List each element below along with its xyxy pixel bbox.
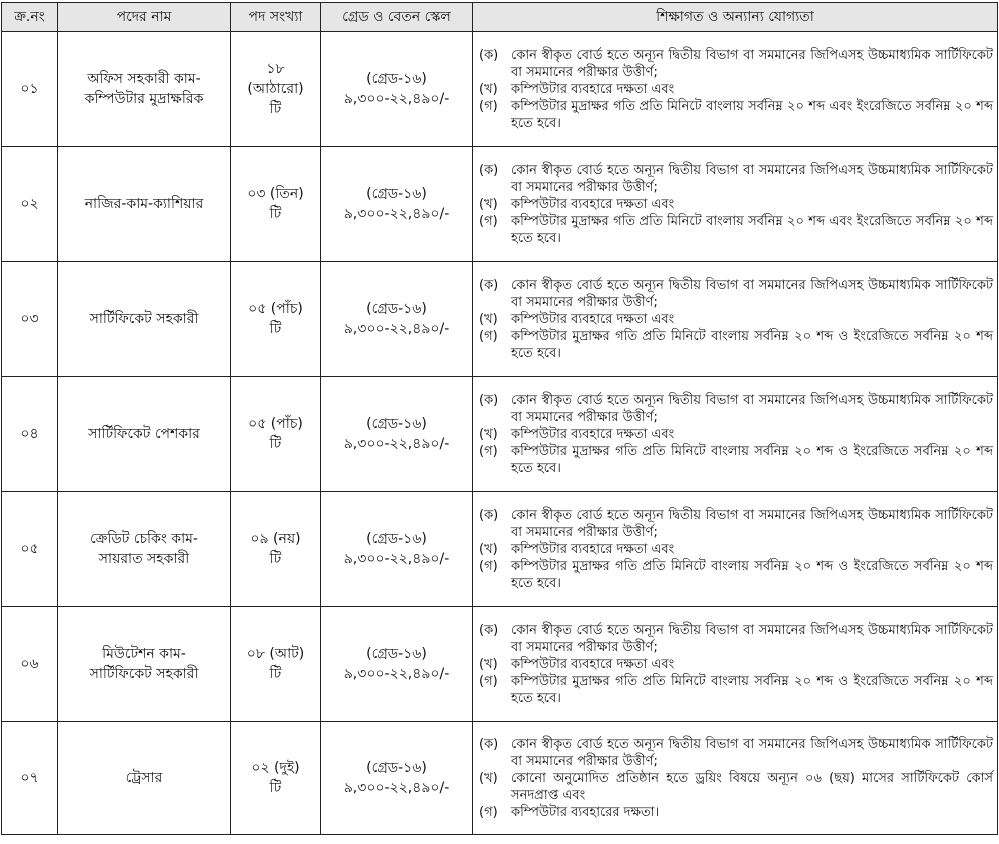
qualification-text: কম্পিউটার ব্যবহারে দক্ষতা এবং	[511, 656, 675, 672]
header-serial: ক্র.নং	[2, 3, 58, 32]
qualification-text: কোন স্বীকৃত বোর্ড হতে অন্যূন দ্বিতীয় বিভাগ বা সমমানের জিপিএসহ উচ্চমাধ্যমিক সার্টিফিকেট বা সমমানের পরীক্ষার উত্তীর্ণ;	[511, 47, 993, 80]
qualification-item	[479, 98, 993, 132]
qualification-label: (খ)	[479, 426, 498, 442]
qualification-label: (গ)	[479, 673, 498, 689]
qualification-item	[479, 656, 993, 673]
serial-cell: ০৫	[2, 492, 58, 607]
qualification-text: কম্পিউটার ব্যবহারে দক্ষতা এবং	[511, 196, 675, 212]
qualification-item	[479, 507, 993, 541]
qualification-item	[479, 426, 993, 443]
post-name-cell: মিউটেশন কাম-সার্টিফিকেট সহকারী	[58, 607, 231, 722]
qualification-cell	[473, 492, 998, 607]
header-post-count: পদ সংখ্যা	[231, 3, 321, 32]
qualification-label: (ক)	[479, 392, 499, 408]
qualification-cell	[473, 607, 998, 722]
qualification-label: (খ)	[479, 541, 498, 557]
grade-cell: (গ্রেড-১৬) ৯,৩০০-২২,৪৯০/-	[321, 607, 473, 722]
qualification-item	[479, 392, 993, 426]
qualification-label: (গ)	[479, 213, 498, 229]
table-row	[2, 147, 998, 262]
grade-cell: (গ্রেড-১৬) ৯,৩০০-২২,৪৯০/-	[321, 262, 473, 377]
table-row	[2, 32, 998, 147]
table-row	[2, 607, 998, 722]
post-name-cell: সার্টিফিকেট সহকারী	[58, 262, 231, 377]
table-row	[2, 492, 998, 607]
post-count-cell: ০৫ (পাঁচ) টি	[231, 377, 321, 492]
qualification-item	[479, 541, 993, 558]
job-vacancy-table	[1, 2, 998, 835]
qualification-item	[479, 770, 993, 804]
header-qualifications: শিক্ষাগত ও অন্যান্য যোগ্যতা	[473, 3, 998, 32]
qualification-cell	[473, 722, 998, 835]
qualification-text: কোন স্বীকৃত বোর্ড হতে অন্যূন দ্বিতীয় বিভাগ বা সমমানের জিপিএসহ উচ্চমাধ্যমিক সার্টিফিকেট বা সমমানের পরীক্ষার উত্তীর্ণ;	[511, 392, 993, 425]
qualification-label: (ক)	[479, 47, 499, 63]
qualification-item	[479, 622, 993, 656]
qualification-cell	[473, 147, 998, 262]
serial-cell: ০৭	[2, 722, 58, 835]
qualification-item	[479, 196, 993, 213]
qualification-label: (খ)	[479, 656, 498, 672]
qualification-text: কম্পিউটার মুদ্রাক্ষর গতি প্রতি মিনিটে বাংলায় সর্বনিম্ন ২০ শব্দ ও ইংরেজিতে সর্বনিম্ন ২০ শব্দ হতে হবে।	[511, 328, 993, 361]
qualification-label: (গ)	[479, 804, 498, 820]
serial-cell: ০৪	[2, 377, 58, 492]
qualification-item	[479, 558, 993, 592]
qualification-item	[479, 311, 993, 328]
qualification-label: (খ)	[479, 196, 498, 212]
serial-cell: ০৬	[2, 607, 58, 722]
post-count-cell: ১৮ (আঠারো) টি	[231, 32, 321, 147]
qualification-item	[479, 213, 993, 247]
post-count-cell: ০৮ (আট) টি	[231, 607, 321, 722]
post-name-cell: ট্রেসার	[58, 722, 231, 835]
qualification-text: কোনো অনুমোদিত প্রতিষ্ঠান হতে ড্রয়িং বিষয়ে অন্যূন ০৬ (ছয়) মাসের সার্টিফিকেট কোর্স সনদপ্রাপ্ত এবং	[511, 770, 993, 803]
qualification-label: (ক)	[479, 622, 499, 638]
qualification-item	[479, 673, 993, 707]
post-count-cell: ০৩ (তিন) টি	[231, 147, 321, 262]
qualification-text: কোন স্বীকৃত বোর্ড হতে অন্যূন দ্বিতীয় বিভাগ বা সমমানের জিপিএসহ উচ্চমাধ্যমিক সার্টিফিকেট বা সমমানের পরীক্ষার উত্তীর্ণ;	[511, 162, 993, 195]
qualification-cell	[473, 262, 998, 377]
qualification-item	[479, 47, 993, 81]
qualification-label: (খ)	[479, 311, 498, 327]
qualification-text: কোন স্বীকৃত বোর্ড হতে অন্যূন দ্বিতীয় বিভাগ বা সমমানের জিপিএসহ উচ্চমাধ্যমিক সার্টিফিকেট বা সমমানের পরীক্ষার উত্তীর্ণ;	[511, 507, 993, 540]
serial-cell: ০১	[2, 32, 58, 147]
qualification-text: কম্পিউটার ব্যবহারের দক্ষতা।	[511, 804, 660, 820]
qualification-item	[479, 277, 993, 311]
qualification-text: কোন স্বীকৃত বোর্ড হতে অন্যূন দ্বিতীয় বিভাগ বা সমমানের জিপিএসহ উচ্চমাধ্যমিক সার্টিফিকেট বা সমমানের পরীক্ষার উত্তীর্ণ;	[511, 736, 993, 769]
qualification-item	[479, 81, 993, 98]
table-header-row	[2, 3, 998, 32]
header-grade-scale: গ্রেড ও বেতন স্কেল	[321, 3, 473, 32]
qualification-text: কম্পিউটার ব্যবহারে দক্ষতা এবং	[511, 426, 675, 442]
qualification-item	[479, 804, 993, 821]
qualification-label: (ক)	[479, 507, 499, 523]
post-name-cell: নাজির-কাম-ক্যাশিয়ার	[58, 147, 231, 262]
qualification-label: (ক)	[479, 736, 499, 752]
qualification-label: (গ)	[479, 443, 498, 459]
qualification-label: (গ)	[479, 328, 498, 344]
qualification-item	[479, 443, 993, 477]
table-row	[2, 377, 998, 492]
grade-cell: (গ্রেড-১৬) ৯,৩০০-২২,৪৯০/-	[321, 147, 473, 262]
qualification-label: (গ)	[479, 558, 498, 574]
qualification-label: (ক)	[479, 277, 499, 293]
post-name-cell: সার্টিফিকেট পেশকার	[58, 377, 231, 492]
qualification-text: কম্পিউটার ব্যবহারে দক্ষতা এবং	[511, 541, 675, 557]
qualification-text: কম্পিউটার মুদ্রাক্ষর গতি প্রতি মিনিটে বাংলায় সর্বনিম্ন ২০ শব্দ এবং ইংরেজিতে সর্বনিম্ন ২০ শব্দ হতে হবে।	[511, 213, 993, 246]
qualification-label: (খ)	[479, 770, 498, 786]
qualification-label: (ক)	[479, 162, 499, 178]
qualification-text: কম্পিউটার মুদ্রাক্ষর গতি প্রতি মিনিটে বাংলায় সর্বনিম্ন ২০ শব্দ ও ইংরেজিতে সর্বনিম্ন ২০ শব্দ হতে হবে।	[511, 673, 993, 706]
post-count-cell: ০২ (দুই) টি	[231, 722, 321, 835]
qualification-label: (খ)	[479, 81, 498, 97]
qualification-label: (গ)	[479, 98, 498, 114]
qualification-item	[479, 736, 993, 770]
post-name-cell: ক্রেডিট চেকিং কাম-সায়রাত সহকারী	[58, 492, 231, 607]
qualification-text: কম্পিউটার মুদ্রাক্ষর গতি প্রতি মিনিটে বাংলায় সর্বনিম্ন ২০ শব্দ এবং ইংরেজিতে সর্বনিম্ন ২০ শব্দ হতে হবে।	[511, 98, 993, 131]
qualification-text: কম্পিউটার ব্যবহারে দক্ষতা এবং	[511, 311, 675, 327]
post-name-cell: অফিস সহকারী কাম-কম্পিউটার মুদ্রাক্ষরিক	[58, 32, 231, 147]
post-count-cell: ০৯ (নয়) টি	[231, 492, 321, 607]
serial-cell: ০২	[2, 147, 58, 262]
grade-cell: (গ্রেড-১৬) ৯,৩০০-২২,৪৯০/-	[321, 722, 473, 835]
table-row	[2, 262, 998, 377]
serial-cell: ০৩	[2, 262, 58, 377]
qualification-item	[479, 328, 993, 362]
post-count-cell: ০৫ (পাঁচ) টি	[231, 262, 321, 377]
grade-cell: (গ্রেড-১৬) ৯,৩০০-২২,৪৯০/-	[321, 377, 473, 492]
qualification-text: কম্পিউটার মুদ্রাক্ষর গতি প্রতি মিনিটে বাংলায় সর্বনিম্ন ২০ শব্দ ও ইংরেজিতে সর্বনিম্ন ২০ শব্দ হতে হবে।	[511, 558, 993, 591]
qualification-item	[479, 162, 993, 196]
table-row	[2, 722, 998, 835]
qualification-text: কোন স্বীকৃত বোর্ড হতে অন্যূন দ্বিতীয় বিভাগ বা সমমানের জিপিএসহ উচ্চমাধ্যমিক সার্টিফিকেট বা সমমানের পরীক্ষার উত্তীর্ণ;	[511, 622, 993, 655]
header-post-name: পদের নাম	[58, 3, 231, 32]
qualification-text: কম্পিউটার ব্যবহারে দক্ষতা এবং	[511, 81, 675, 97]
qualification-text: কোন স্বীকৃত বোর্ড হতে অন্যূন দ্বিতীয় বিভাগ বা সমমানের জিপিএসহ উচ্চমাধ্যমিক সার্টিফিকেট বা সমমানের পরীক্ষার উত্তীর্ণ;	[511, 277, 993, 310]
qualification-cell	[473, 377, 998, 492]
qualification-text: কম্পিউটার মুদ্রাক্ষর গতি প্রতি মিনিটে বাংলায় সর্বনিম্ন ২০ শব্দ ও ইংরেজিতে সর্বনিম্ন ২০ শব্দ হতে হবে।	[511, 443, 993, 476]
grade-cell: (গ্রেড-১৬) ৯,৩০০-২২,৪৯০/-	[321, 492, 473, 607]
qualification-cell	[473, 32, 998, 147]
grade-cell: (গ্রেড-১৬) ৯,৩০০-২২,৪৯০/-	[321, 32, 473, 147]
